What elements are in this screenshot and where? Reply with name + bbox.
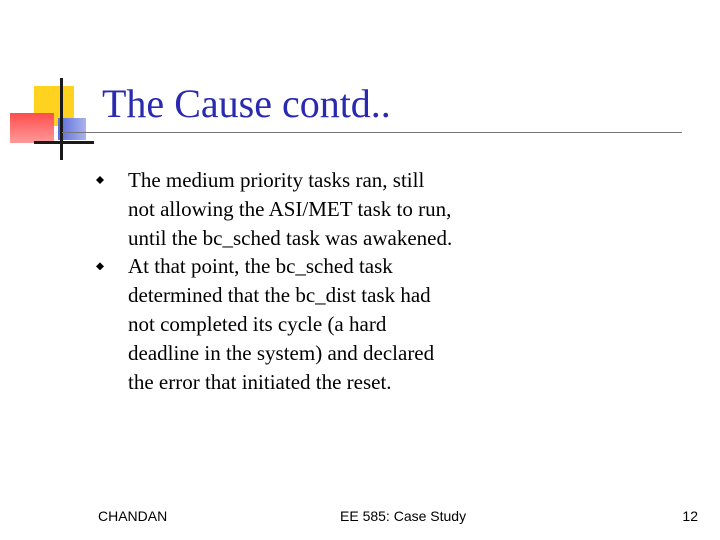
slide-logo-icon	[0, 0, 100, 170]
bullet-item	[96, 252, 456, 396]
title-divider	[62, 132, 682, 133]
diamond-bullet-icon	[96, 176, 104, 184]
logo-vertical-line	[60, 78, 63, 160]
bullet-text: At that point, the bc_sched task determined that the bc_dist task had not completed its cycle (a hard deadline in the system) and declared the error that initiated the reset.	[128, 254, 435, 394]
bullet-text: The medium priority tasks ran, still not allowing the ASI/MET task to run, until the bc_sched task was awakened.	[128, 168, 453, 250]
slide-title: The Cause contd..	[102, 81, 391, 126]
logo-horizontal-line	[34, 141, 94, 144]
bullet-item	[96, 166, 456, 252]
footer-author: CHANDAN	[98, 508, 168, 524]
footer-course: EE 585: Case Study	[340, 508, 467, 524]
footer-page-number: 12	[682, 508, 698, 524]
bullet-list	[96, 166, 456, 396]
diamond-bullet-icon	[96, 262, 104, 270]
logo-red-square	[10, 113, 54, 143]
